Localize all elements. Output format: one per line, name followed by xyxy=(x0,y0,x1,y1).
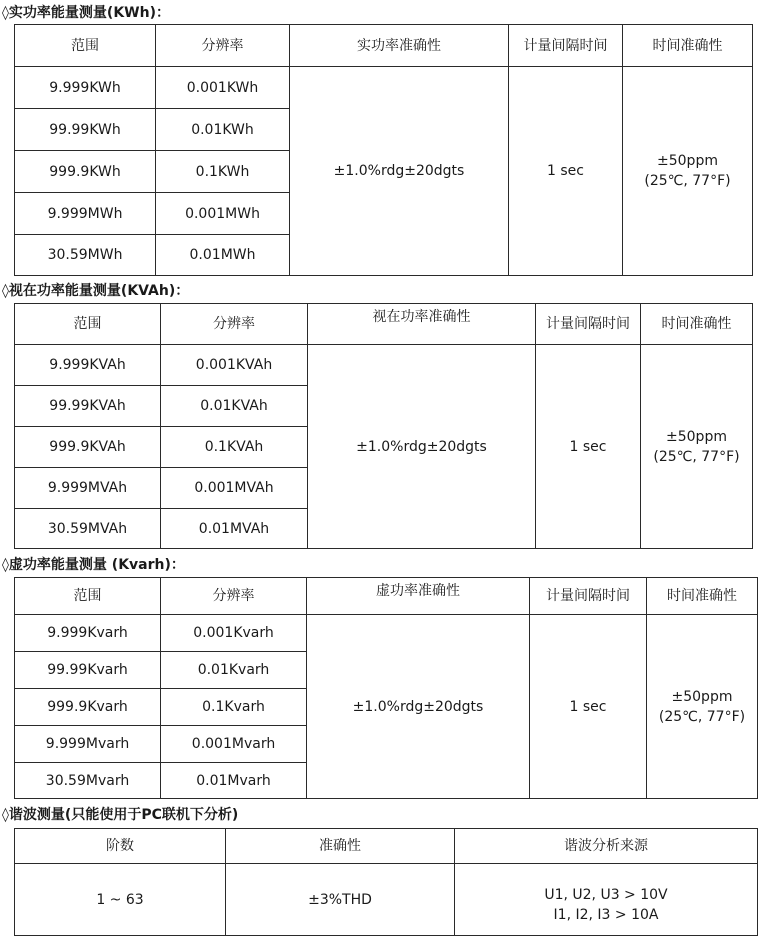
order-cell: 1 ~ 63 xyxy=(15,864,226,936)
time-accuracy-condition: (25℃, 77°F) xyxy=(658,708,746,725)
header-resolution: 分辨率 xyxy=(161,578,307,615)
range-cell: 99.99KWh xyxy=(15,109,156,151)
kvarh-table xyxy=(14,577,758,799)
harmonic-table xyxy=(14,828,758,936)
resolution-cell: 0.1Kvarh xyxy=(161,689,307,726)
range-cell: 9.999MWh xyxy=(15,193,156,235)
time-accuracy-value: ±50ppm xyxy=(671,688,733,705)
range-cell: 999.9KVAh xyxy=(15,427,161,468)
section-title-kvarh: ◊虚功率能量测量 (Kvarh)： xyxy=(2,557,185,573)
resolution-cell: 0.1KVAh xyxy=(161,427,308,468)
time-accuracy-value: ±50ppm xyxy=(657,153,718,169)
range-cell: 9.999Mvarh xyxy=(15,726,161,763)
header-interval: 计量间隔时间 xyxy=(509,25,623,67)
resolution-cell: 0.01Kvarh xyxy=(161,652,307,689)
range-cell: 9.999Kvarh xyxy=(15,615,161,652)
range-cell: 9.999MVAh xyxy=(15,468,161,509)
header-resolution: 分辨率 xyxy=(156,25,290,67)
section-title-kwh: ◊实功率能量测量(KWh)： xyxy=(2,5,170,21)
range-cell: 9.999KWh xyxy=(15,67,156,109)
section-title-kvah: ◊视在功率能量测量(KVAh)： xyxy=(2,283,190,299)
resolution-cell: 0.1KWh xyxy=(156,151,290,193)
header-resolution: 分辨率 xyxy=(161,304,308,345)
header-time-accuracy: 时间准确性 xyxy=(623,25,753,67)
header-accuracy: 虚功率准确性 xyxy=(307,578,530,615)
header-order: 阶数 xyxy=(15,829,226,864)
interval-cell: 1 sec xyxy=(509,67,623,276)
range-cell: 30.59Mvarh xyxy=(15,763,161,799)
header-accuracy: 准确性 xyxy=(226,829,455,864)
range-cell: 999.9Kvarh xyxy=(15,689,161,726)
header-accuracy: 实功率准确性 xyxy=(290,25,509,67)
accuracy-cell: ±1.0%rdg±20dgts xyxy=(307,615,530,799)
kwh-table xyxy=(14,24,753,276)
resolution-cell: 0.01MWh xyxy=(156,235,290,276)
resolution-cell: 0.001KVAh xyxy=(161,345,308,386)
kvah-table xyxy=(14,303,753,549)
range-cell: 9.999KVAh xyxy=(15,345,161,386)
resolution-cell: 0.001Kvarh xyxy=(161,615,307,652)
source-current: I1, I2, I3 > 10A xyxy=(553,906,659,923)
time-accuracy-cell xyxy=(623,67,753,276)
range-cell: 99.99Kvarh xyxy=(15,652,161,689)
source-voltage: U1, U2, U3 > 10V xyxy=(544,886,668,903)
accuracy-cell: ±3%THD xyxy=(226,864,455,936)
resolution-cell: 0.01MVAh xyxy=(161,509,308,549)
range-cell: 999.9KWh xyxy=(15,151,156,193)
resolution-cell: 0.001MWh xyxy=(156,193,290,235)
header-range: 范围 xyxy=(15,25,156,67)
resolution-cell: 0.001KWh xyxy=(156,67,290,109)
header-interval: 计量间隔时间 xyxy=(530,578,647,615)
interval-cell: 1 sec xyxy=(530,615,647,799)
header-source: 谐波分析来源 xyxy=(455,829,758,864)
source-cell xyxy=(455,864,758,936)
header-accuracy: 视在功率准确性 xyxy=(308,304,536,345)
accuracy-cell: ±1.0%rdg±20dgts xyxy=(290,67,509,276)
resolution-cell: 0.01KWh xyxy=(156,109,290,151)
header-range: 范围 xyxy=(15,304,161,345)
interval-cell: 1 sec xyxy=(536,345,641,549)
resolution-cell: 0.01Mvarh xyxy=(161,763,307,799)
header-range: 范围 xyxy=(15,578,161,615)
accuracy-cell: ±1.0%rdg±20dgts xyxy=(308,345,536,549)
time-accuracy-cell xyxy=(641,345,753,549)
header-time-accuracy: 时间准确性 xyxy=(641,304,753,345)
resolution-cell: 0.01KVAh xyxy=(161,386,308,427)
resolution-cell: 0.001MVAh xyxy=(161,468,308,509)
time-accuracy-condition: (25℃, 77°F) xyxy=(644,173,731,189)
range-cell: 99.99KVAh xyxy=(15,386,161,427)
header-interval: 计量间隔时间 xyxy=(536,304,641,345)
time-accuracy-cell xyxy=(647,615,758,799)
resolution-cell: 0.001Mvarh xyxy=(161,726,307,763)
time-accuracy-condition: (25℃, 77°F) xyxy=(653,448,740,465)
time-accuracy-value: ±50ppm xyxy=(666,428,727,445)
range-cell: 30.59MVAh xyxy=(15,509,161,549)
header-time-accuracy: 时间准确性 xyxy=(647,578,758,615)
range-cell: 30.59MWh xyxy=(15,235,156,276)
section-title-harmonic: ◊谐波测量(只能使用于PC联机下分析) xyxy=(2,807,239,823)
